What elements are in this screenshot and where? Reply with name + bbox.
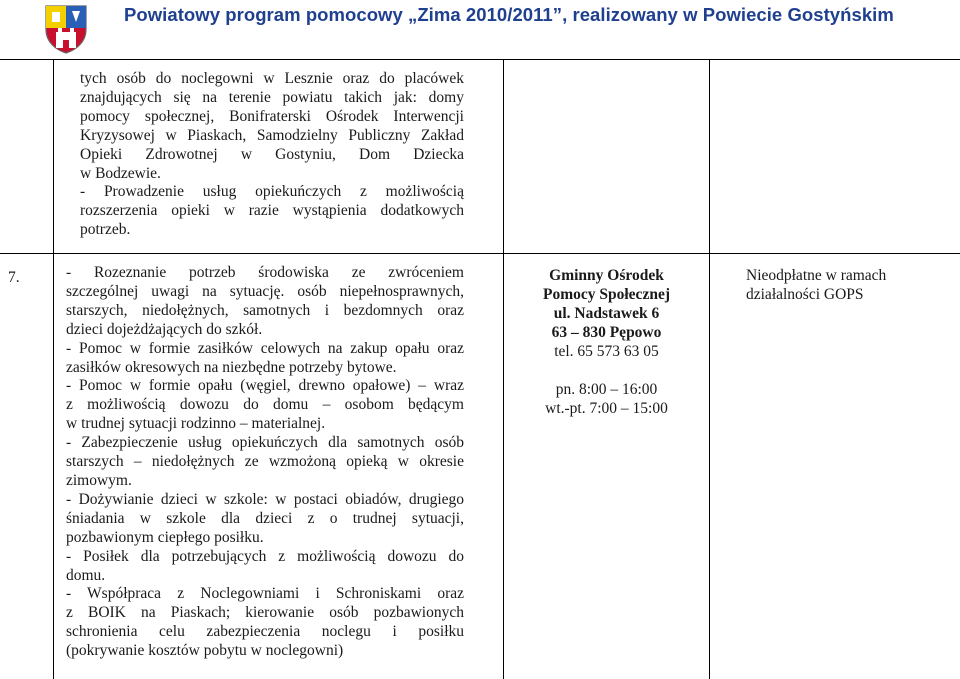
text-line: - Pomoc w formie opału (węgiel, drewno opałowe) – wraz	[66, 377, 464, 395]
text-line: znajdujących się na terenie powiatu takich jak: domy	[80, 88, 464, 106]
text-line: tych osób do noclegowni w Lesznie oraz do placówek	[80, 70, 464, 87]
institution-info	[504, 266, 709, 418]
text-line: z możliwością dowozu do domu – osobom będącym	[66, 396, 464, 414]
table-divider-col3	[709, 59, 710, 679]
institution-name: Pomocy Społecznej	[543, 286, 670, 303]
opening-hours: wt.-pt. 7:00 – 15:00	[545, 400, 668, 417]
institution-name: Gminny Ośrodek	[549, 267, 664, 284]
text-line: potrzeb.	[80, 221, 131, 239]
opening-hours: pn. 8:00 – 16:00	[555, 381, 658, 398]
text-line: - Posiłek dla potrzebujących z możliwością dowozu do	[66, 547, 464, 565]
table-divider-col1	[53, 59, 54, 679]
table-row-separator	[0, 253, 960, 254]
text-line: - Rozeznanie potrzeb środowiska ze zwróceniem	[66, 264, 464, 281]
row7-description	[66, 264, 464, 661]
text-line: z BOIK na Piaskach; kierowanie osób pozbawionych	[66, 604, 464, 622]
text-line: zasiłków okresowych na niezbędne potrzeby bytowe.	[66, 358, 397, 376]
text-line: Kryzysowej w Piaskach, Samodzielny Publiczny Zakład	[80, 126, 464, 144]
text-line: szczególnej uwagi na sytuację. osób niepełnosprawnych,	[66, 282, 464, 300]
table-border-top	[0, 59, 960, 60]
institution-street: ul. Nadstawek 6	[553, 305, 660, 322]
cost-line: Nieodpłatne w ramach	[746, 267, 887, 284]
cost-info	[746, 266, 946, 304]
text-line: śniadania w szkole dla dzieci z o trudnej sytuacji,	[66, 509, 464, 527]
institution-phone: tel. 65 573 63 05	[554, 343, 659, 360]
text-line: w trudnej sytuacji rodzinno – materialnej.	[66, 415, 326, 433]
row-number: 7.	[8, 269, 20, 286]
text-line: - Współpraca z Noclegowniami i Schroniskami oraz	[66, 585, 464, 603]
text-line: - Dożywianie dzieci w szkole: w postaci obiadów, drugiego	[66, 490, 464, 508]
institution-city: 63 – 830 Pępowo	[551, 324, 662, 341]
text-line: w Bodzewie.	[80, 164, 161, 182]
text-line: dzieci dojeżdżających do szkół.	[66, 320, 263, 338]
page-header	[0, 0, 960, 58]
text-line: (pokrywanie kosztów pobytu w noclegowni)	[66, 642, 344, 660]
text-line: starszych, niedołężnych, samotnych i bezdomnych oraz	[66, 301, 464, 319]
text-line: rozszerzenia opieki w razie wystąpienia dodatkowych	[80, 202, 464, 220]
previous-row-description	[80, 70, 464, 240]
coat-of-arms-icon	[40, 2, 92, 54]
text-line: zimowym.	[66, 471, 132, 489]
text-line: - Prowadzenie usług opiekuńczych z możliwością	[80, 183, 464, 201]
page-title: Powiatowy program pomocowy „Zima 2010/2011”, realizowany w Powiecie Gostyńskim	[124, 4, 894, 25]
text-line: - Zabezpieczenie usług opiekuńczych dla samotnych osób	[66, 434, 464, 452]
text-line: schronienia celu zabezpieczenia noclegu i posiłku	[66, 623, 464, 641]
text-line: domu.	[66, 566, 106, 584]
cost-line: działalności GOPS	[746, 286, 864, 303]
text-line: pozbawionym ciepłego posiłku.	[66, 528, 264, 546]
text-line: - Pomoc w formie zasiłków celowych na zakup opału oraz	[66, 339, 464, 357]
text-line: pomocy społecznej, Bonifraterski Ośrodek Interwencji	[80, 107, 464, 125]
text-line: starszych – niedołężnych ze wzmożoną opieką w okresie	[66, 453, 464, 471]
text-line: Opieki Zdrowotnej w Gostyniu, Dom Dziecka	[80, 145, 464, 163]
